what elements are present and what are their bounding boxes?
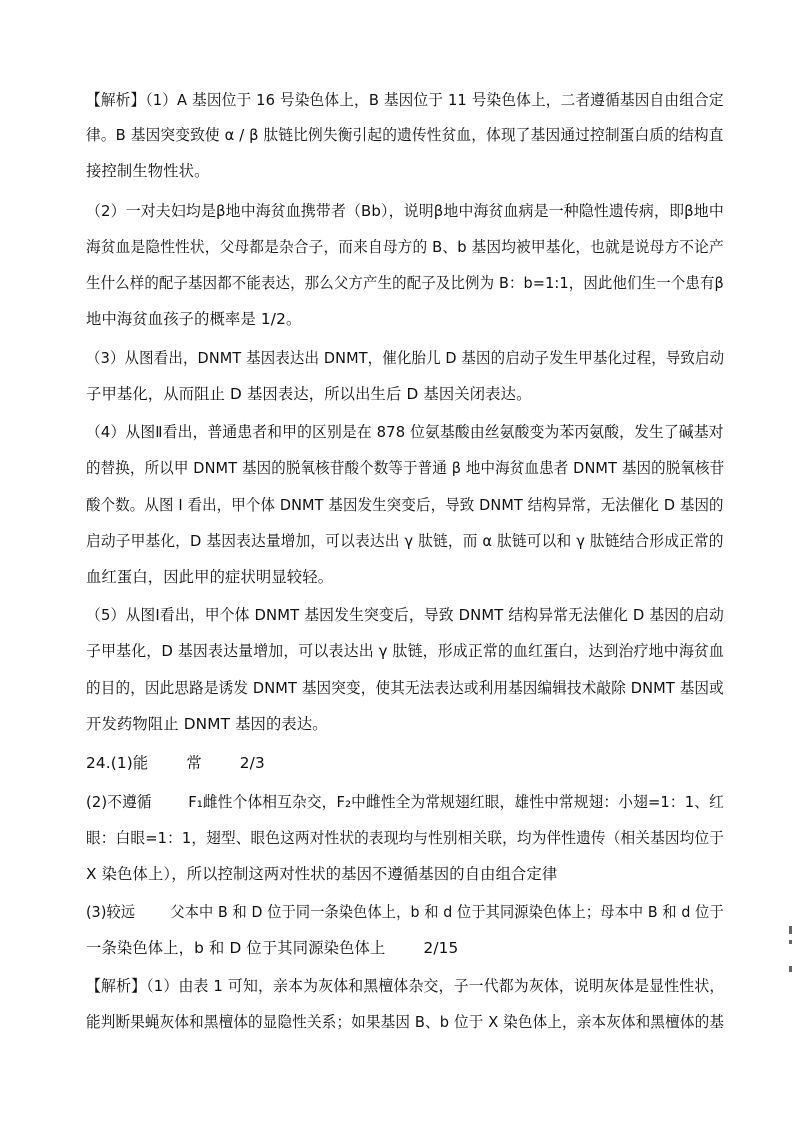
text-line: 生什么样的配子基因都不能表达，那么父方产生的配子及比例为 B：b=1:1，因此他们生一个患有β xyxy=(86,274,724,292)
q24-line-1 xyxy=(86,752,265,774)
text-line: 酸个数。从图 I 看出，甲个体 DNMT 基因发生突变后，导致 DNMT 结构异常，无法催化 D 基因的 xyxy=(86,496,724,514)
q24-part1-answer: 24.(1)能 xyxy=(86,754,149,772)
q24-part3-reason: 父本中 B 和 D 位于同一条染色体上，b 和 d 位于其同源染色体上；母本中 B 和 d 位于 xyxy=(170,903,724,921)
text-line: 眼：白眼=1：1，翅型、眼色这两对性状的表现均与性别相关联，均为伴性遗传（相关基因均位于 xyxy=(86,829,725,847)
q24-part2-reason: F₁雌性个体相互杂交，F₂中雌性全为常规翅红眼，雄性中常规翅：小翅=1：1、红 xyxy=(188,793,724,811)
text-line: 律。B 基因突变致使 α / β 肽链比例失衡引起的遗传性贫血，体现了基因通过控制蛋白质的结构直 xyxy=(86,126,724,144)
q24-part3-reason-cont: 一条染色体上，b 和 D 位于其同源染色体上 xyxy=(86,939,386,957)
text-line: 启动子甲基化，D 基因表达量增加，可以表达出 γ 肽链，而 α 肽链可以和 γ 肽链结合形成正常的 xyxy=(86,532,724,550)
q24-line-2 xyxy=(86,791,724,813)
text-line: 开发药物阻止 DNMT 基因的表达。 xyxy=(86,715,328,733)
q24-line-5 xyxy=(86,901,724,923)
text-line: 血红蛋白，因此甲的症状明显较轻。 xyxy=(86,568,334,586)
q24-part1-probability: 2/3 xyxy=(239,754,265,772)
text-line: 接控制生物性状。 xyxy=(86,162,210,180)
text-line: 子甲基化，D 基因表达量增加，可以表达出 γ 肽链，形成正常的血红蛋白，达到治疗地中海贫血 xyxy=(86,642,725,660)
text-line: 的替换，所以甲 DNMT 基因的脱氧核苷酸个数等于普通 β 地中海贫血患者 DNMT 基因的脱氧核苷 xyxy=(86,459,725,477)
text-line: 能判断果蝇灰体和黑檀体的显隐性关系；如果基因 B、b 位于 X 染色体上，亲本灰体和黑檀体的基 xyxy=(86,1013,725,1031)
text-line: 子甲基化，从而阻止 D 基因表达，所以出生后 D 基因关闭表达。 xyxy=(86,385,532,403)
scan-artifact xyxy=(789,940,792,944)
text-line: （4）从图Ⅱ看出，普通患者和甲的区别是在 878 位氨基酸由丝氨酸变为苯丙氨酸，发生了碱基对 xyxy=(86,423,724,441)
text-line: 【解析】（1）A 基因位于 16 号染色体上，B 基因位于 11 号染色体上，二者遵循基因自由组合定 xyxy=(86,91,724,109)
text-line: 海贫血是隐性性状，父母都是杂合子，而来自母方的 B、b 基因均被甲基化，也就是说母方不论产 xyxy=(86,238,724,256)
scan-artifact xyxy=(789,966,792,972)
q24-part1-chromosome: 常 xyxy=(186,754,202,772)
text-line: X 染色体上），所以控制这两对性状的基因不遵循基因的自由组合定律 xyxy=(86,865,558,883)
q24-part2-answer: (2)不遵循 xyxy=(86,793,152,811)
q24-line-6 xyxy=(86,937,458,959)
text-line: （2）一对夫妇均是β地中海贫血携带者（Bb），说明β地中海贫血病是一种隐性遗传病，即β地中 xyxy=(86,202,724,220)
text-line: （5）从图Ⅰ看出，甲个体 DNMT 基因发生突变后，导致 DNMT 结构异常无法催化 D 基因的启动 xyxy=(86,606,725,624)
text-line: 的目的，因此思路是诱发 DNMT 基因突变，使其无法表达或利用基因编辑技术敲除 DNMT 基因或 xyxy=(86,679,724,697)
q24-part3-answer: (3)较远 xyxy=(86,903,136,921)
text-line: （3）从图看出，DNMT 基因表达出 DNMT，催化胎儿 D 基因的启动子发生甲基化过程，导致启动 xyxy=(86,349,725,367)
text-line: 【解析】（1）由表 1 可知，亲本为灰体和黑檀体杂交，子一代都为灰体，说明灰体是显性性状， xyxy=(86,977,725,995)
scan-artifact xyxy=(789,926,792,934)
q24-part3-probability: 2/15 xyxy=(423,939,459,957)
text-line: 地中海贫血孩子的概率是 1/2。 xyxy=(86,310,302,328)
